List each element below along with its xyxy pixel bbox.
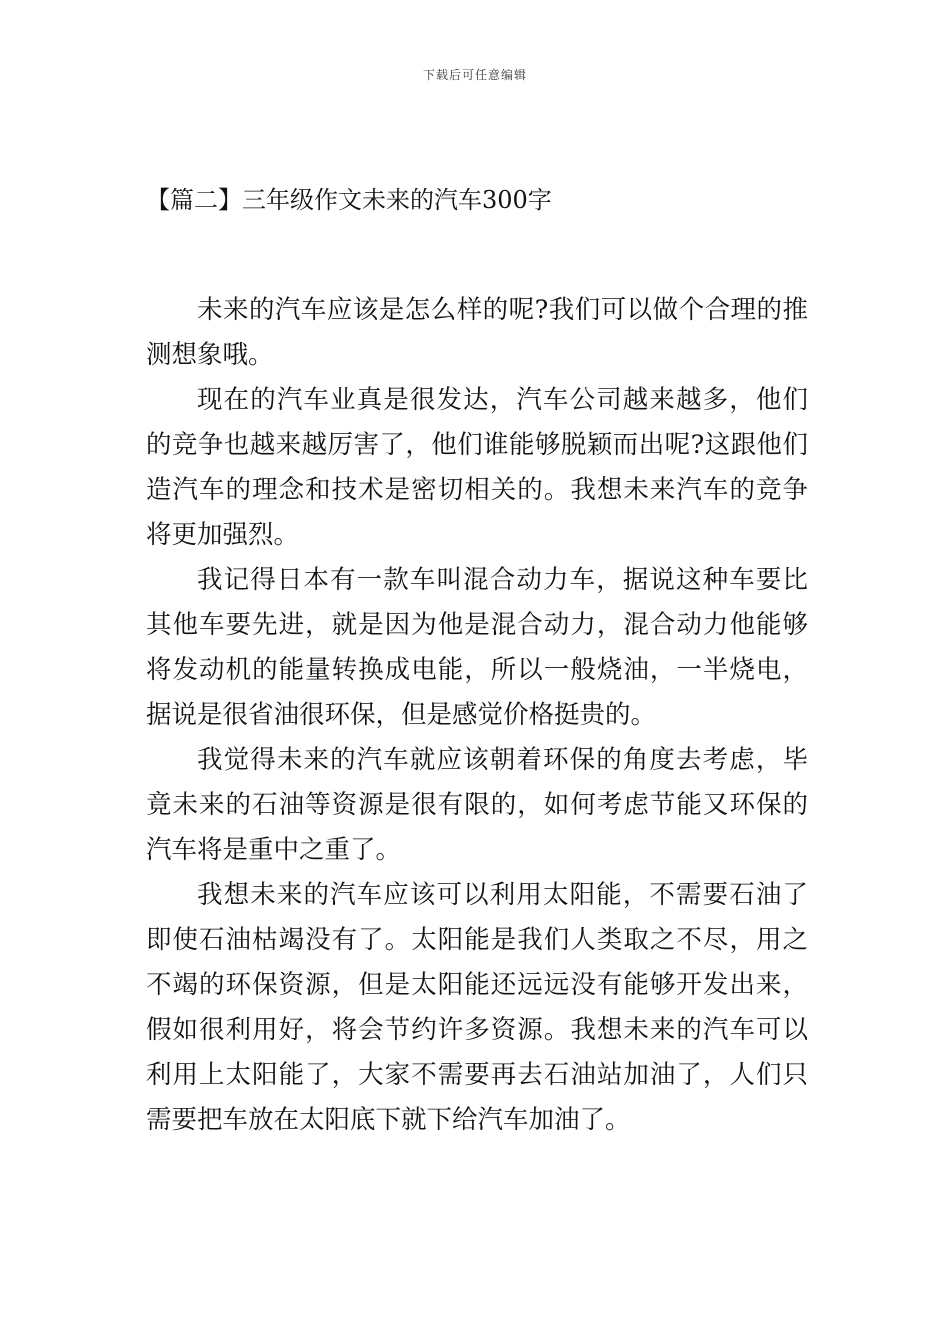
paragraph-2: 现在的汽车业真是很发达，汽车公司越来越多，他们的竞争也越来越厉害了，他们谁能够脱颖而出呢?这跟他们造汽车的理念和技术是密切相关的。我想未来汽车的竞争将更加强烈。 xyxy=(146,385,808,550)
paragraph-5: 我想未来的汽车应该可以利用太阳能，不需要石油了即使石油枯竭没有了。太阳能是我们人类取之不尽，用之不竭的环保资源，但是太阳能还远远没有能够开发出来，假如很利用好，将会节约许多资源。我想未来的汽车可以利用上太阳能了，大家不需要再去石油站加油了，人们只需要把车放在太阳底下就下给汽车加油了。 xyxy=(146,880,808,1135)
page-header-note: 下载后可任意编辑 xyxy=(422,68,527,82)
document-title: 【篇二】三年级作文未来的汽车300字 xyxy=(146,186,552,214)
paragraph-3: 我记得日本有一款车叫混合动力车，据说这种车要比其他车要先进，就是因为他是混合动力，混合动力他能够将发动机的能量转换成电能，所以一般烧油，一半烧电，据说是很省油很环保，但是感觉价格挺贵的。 xyxy=(146,565,808,730)
paragraph-4: 我觉得未来的汽车就应该朝着环保的角度去考虑，毕竟未来的石油等资源是很有限的，如何考虑节能又环保的汽车将是重中之重了。 xyxy=(146,745,808,865)
paragraph-1: 未来的汽车应该是怎么样的呢?我们可以做个合理的推测想象哦。 xyxy=(146,295,808,370)
document-body xyxy=(146,288,808,1143)
